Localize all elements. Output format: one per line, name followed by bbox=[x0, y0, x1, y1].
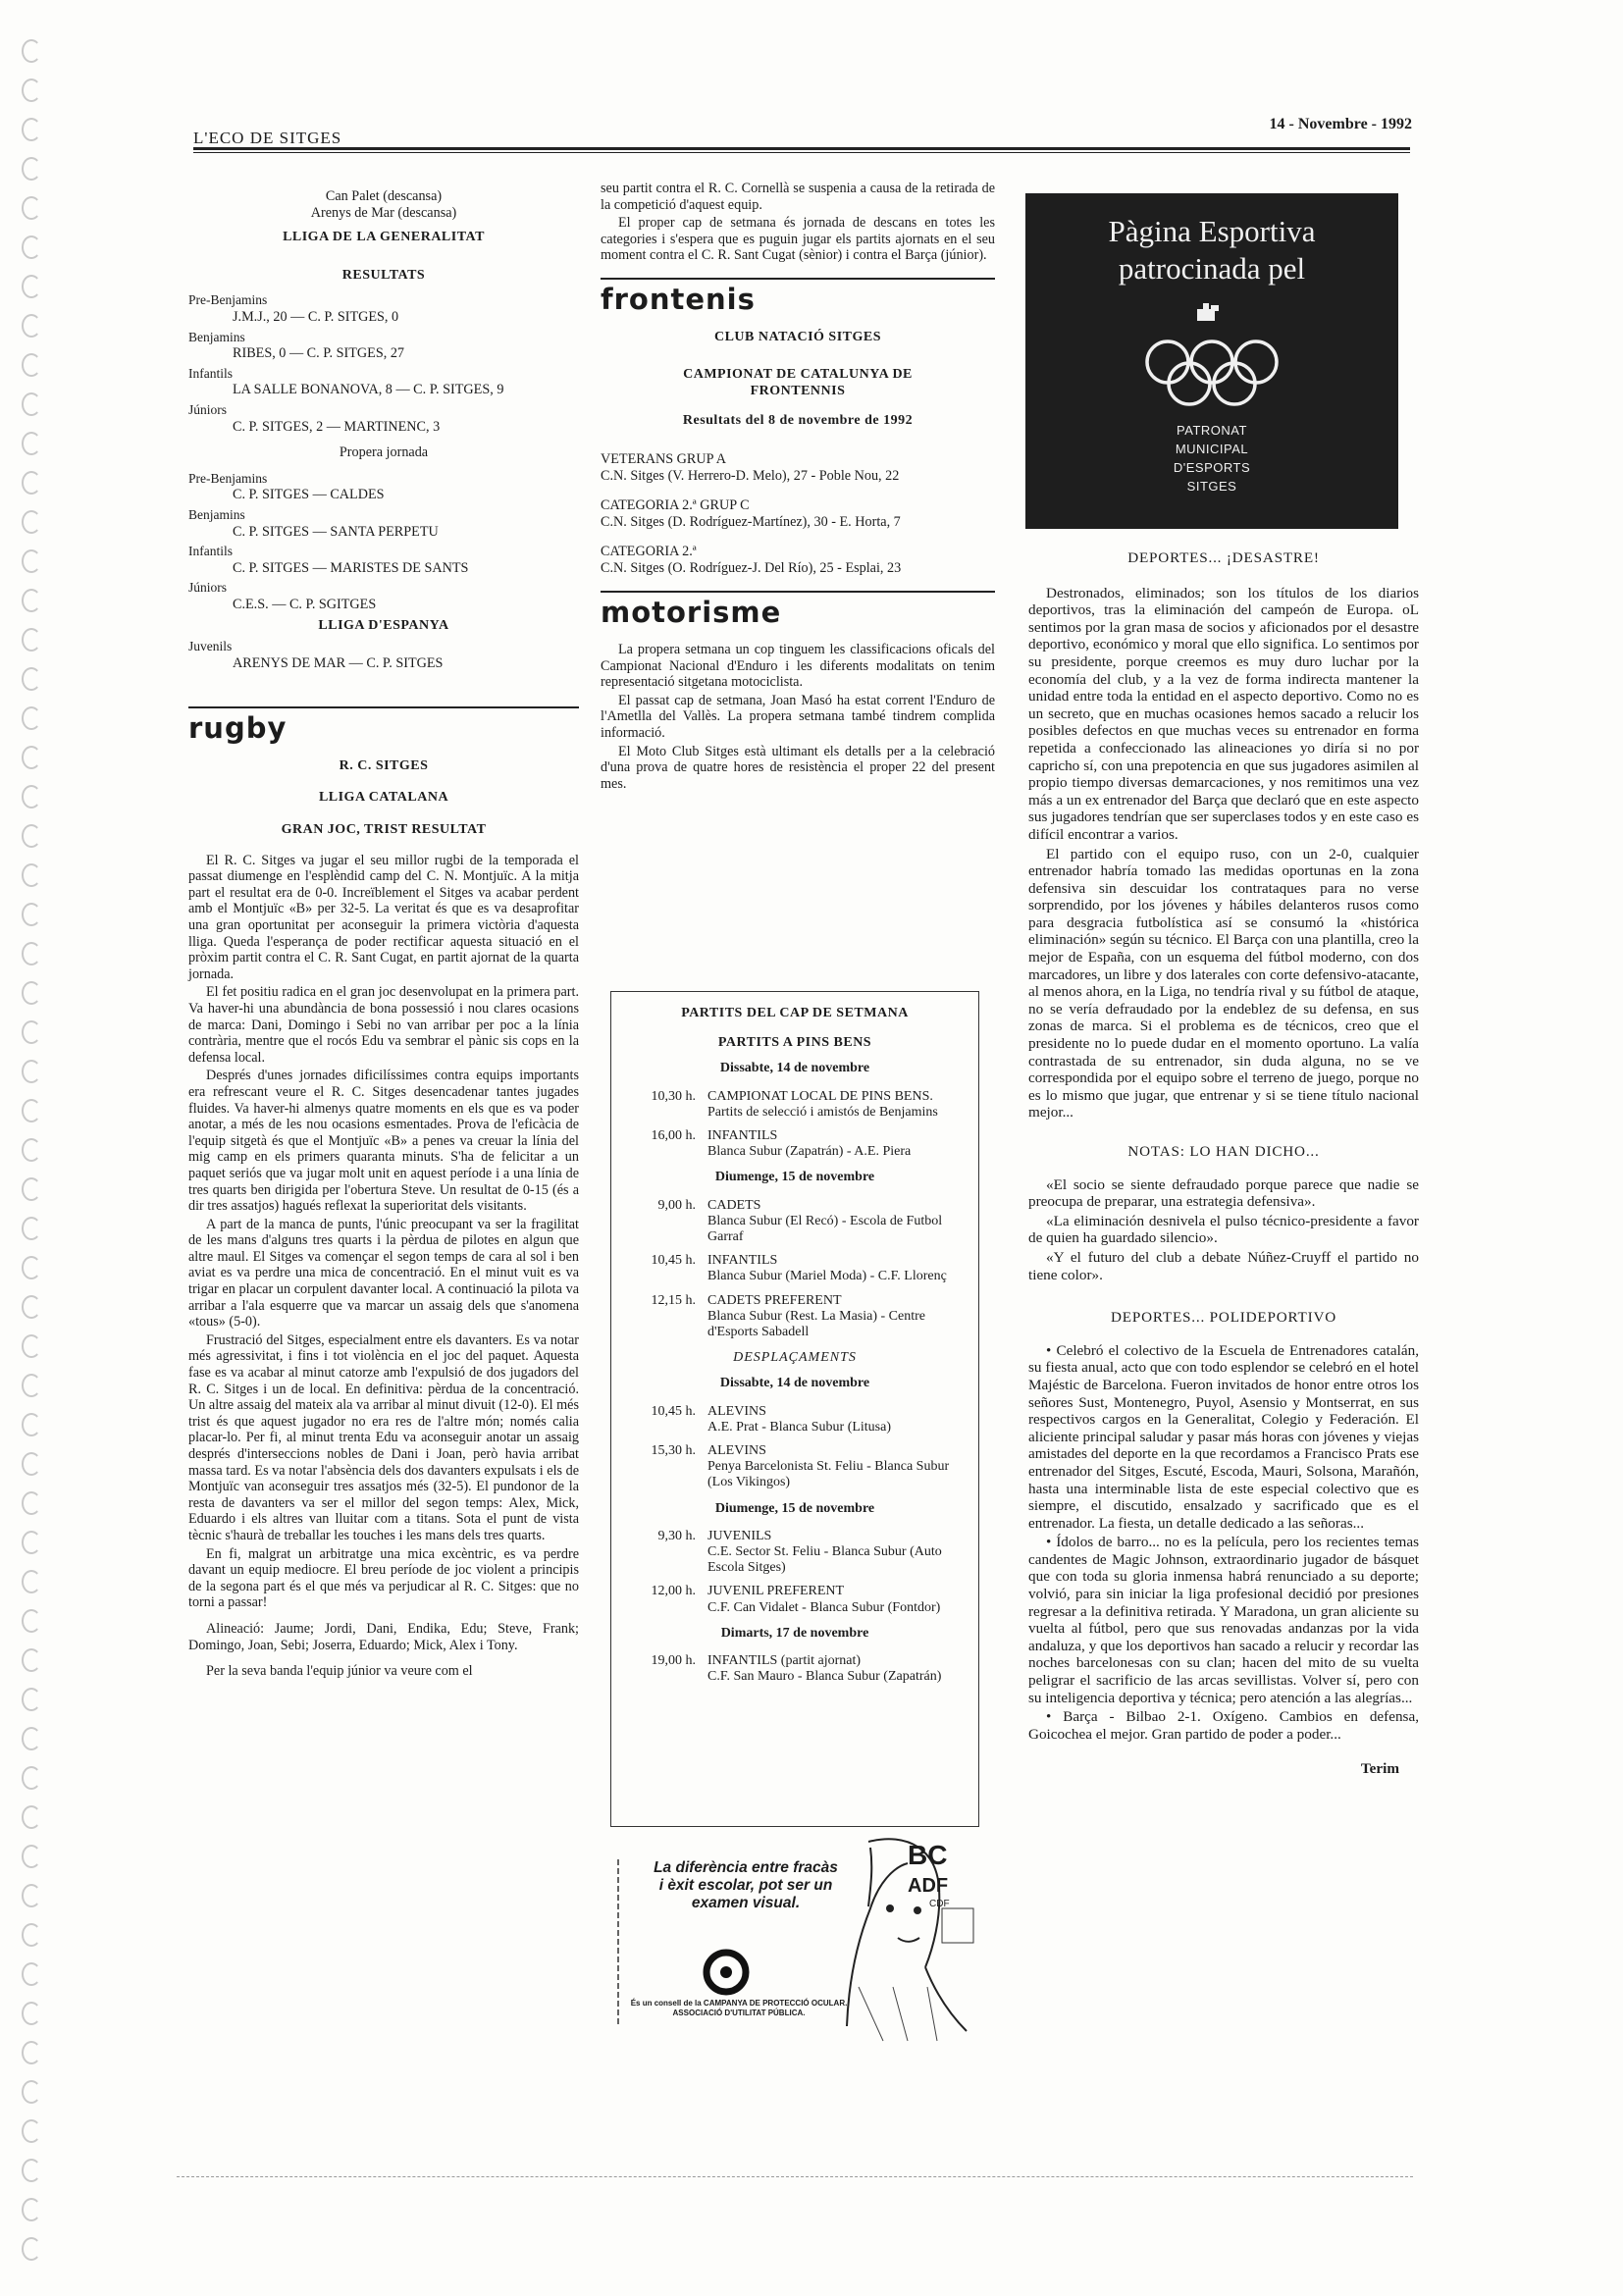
match-detail: INFANTILS Blanca Subur (Zapatrán) - A.E. Piera bbox=[707, 1128, 912, 1160]
publication-title: L'ECO DE SITGES bbox=[193, 129, 342, 147]
schedule-row bbox=[625, 1653, 965, 1685]
match-detail: ALEVINS Penya Barcelonista St. Feliu - Blanca Subur (Los Vikingos) bbox=[707, 1443, 950, 1490]
column-right bbox=[1028, 549, 1419, 1778]
binder-hole bbox=[22, 824, 41, 848]
binder-hole bbox=[22, 2198, 41, 2221]
paragraph: Frustració del Sitges, especialment entre els davanters. Es va notar més agressivitat, i fins i tot violència en el joc del paquet. Aquesta fase es va acabar al minut catorze amb l'expulsió de dos jugadors del R. C. Sitges i un de local. En definitiva: pèrdua de la concentració. Un altre assaig del mateix ala va arribar al minut divuit (12-0). El més trist és que aquest jugador no era res de l'altre món; només calia placar-lo. Per fi, al minut trenta Edu va aconseguir anotar un assaig després d'interseccions nobles de Dani i Joan, però havia arribat massa tard. Es va notar l'absència dels dos davanters expulsats i els de Montjuïc van aconseguir tres assatjos més (32-5). El pundonor de la resta de davanters va ser el millor del segon temps: Alex, Mick, Eduardo i els altres van lluitar com a titans. Sota el punt de vista tècnic s'haurà de treballar les touches i les mans dels tres quarts. bbox=[188, 1331, 579, 1543]
paragraph: Per la seva banda l'equip júnior va veure com el bbox=[206, 1663, 473, 1680]
polideportivo-article bbox=[1028, 1342, 1419, 1744]
match-time: 19,00 h. bbox=[651, 1653, 696, 1669]
schedule-day: Diumenge, 15 de novembre bbox=[714, 1500, 875, 1516]
match-line: C. P. SITGES, 2 — MARTINENC, 3 bbox=[233, 418, 441, 435]
result-category: VETERANS GRUP A bbox=[601, 450, 726, 467]
paragraph: • Barça - Bilbao 2-1. Oxígeno. Cambios en defensa, Goicochea el mejor. Gran partido de poder a poder... bbox=[1028, 1708, 1419, 1743]
match-time: 9,30 h. bbox=[657, 1528, 696, 1543]
binder-hole bbox=[22, 78, 41, 102]
sponsor-line: Pàgina Esportiva bbox=[1108, 214, 1316, 248]
match-detail: JUVENIL PREFERENT C.F. Can Vidalet - Blanca Subur (Fontdor) bbox=[707, 1584, 941, 1615]
paragraph: • Ídolos de barro... no es la película, pero los recientes temas candentes de Magic Johnson, extraordinario jugador de básquet que con toda su gloria inmensa habrá renunciado a su deporte; volvió, para sin iniciar la liga profesional decidió por presiones regresar a la definitiva retirada. Y Maradona, un gran aliciente su vuelta al fútbol, pero que sus renovadas andanzas por la vida andaluza, y que los deportivos han sacado a relucir y recordar las noches barcelonesas con su clan; hacen del mito de su vuelta peligrar el sacrificio de las arcas sevillistas. Volver sí, pero con su inteligencia deportiva y técnica; pero atención a las alegrías... bbox=[1028, 1534, 1419, 1706]
headline: GRAN JOC, TRIST RESULTAT bbox=[281, 822, 487, 838]
section-heading: LLIGA D'ESPANYA bbox=[318, 618, 449, 634]
binder-hole bbox=[22, 706, 41, 730]
result-line: C.N. Sitges (O. Rodríguez-J. Del Río), 25 - Esplai, 23 bbox=[601, 559, 902, 576]
match-detail: INFANTILS Blanca Subur (Mariel Moda) - C.F. Llorenç bbox=[707, 1253, 947, 1284]
paragraph: Destronados, eliminados; son los títulos de los diarios deportivos, tras la eliminación del campeón de Europa. oL sentimos por la gran masa de socios y aficionados por el desastre deportivo, económico y moral que ello significa. Lo sentimos por su presidente, porque creemos es muy duro luchar por la economía del club, y a la vez de forma indirecta mantener la unidad entre toda la entidad en el aspecto deportivo. Como no es un secreto, que en muchas ocasiones hemos sacado a relucir los posibles defectos en que muchas veces su entrenador en forma repetida a confeccionado las alineaciones yo diría si no por capricho sí, con una prepotencia en que sus jugadores asimilen al propio tiempo diversas demarcaciones, y nos remitimos una vez más a un ex entrenador del Barça que declaró que en este aspecto sus jugadores tendrían que ser superclases todos y en este caso es difícil encontrar a varios. bbox=[1028, 584, 1419, 843]
binder-hole bbox=[22, 1256, 41, 1279]
binder-hole bbox=[22, 2159, 41, 2182]
schedule-row bbox=[625, 1089, 965, 1121]
frontenis-results bbox=[601, 451, 995, 577]
binder-hole bbox=[22, 942, 41, 965]
paragraph: Després d'unes jornades dificilíssimes contra equips importants era refrescant veure el R. C. Sitges desencadenar tantes jugades fluides. Va haver-hi almenys quatre moments en els que es va poder anotar, a més de les nou ocasions esmentades. Prova de l'eficàcia de l'equip sitgetà és que el Montjuïc «B» a penes va creuar la línia del mig camp en els primers quaranta minuts. S'ha de felicitar a un paquet seriós que va jugar molt unit en aquest període i a una línia de tres quarts ben dirigida per l'obertura Steve. Un resultat de 0-15 (és a dir tres assatjos) hagués reflexat la superioritat dels visitants. bbox=[188, 1068, 579, 1215]
article-text: El proper cap de setmana és jornada de descans en totes les categories i s'espera que es puguin jugar els partits ajornats en el seu moment contra el C. R. Sant Cugat (sènior) i contra el Barça (júnior). bbox=[601, 215, 995, 264]
schedule-day: Dissabte, 14 de novembre bbox=[719, 1376, 870, 1391]
section-heading: NOTAS: LO HAN DICHO... bbox=[1127, 1143, 1320, 1160]
category-label: Infantils bbox=[188, 544, 233, 559]
result-category: CATEGORIA 2.ª GRUP C bbox=[601, 497, 750, 514]
match-detail: INFANTILS (partit ajornat) C.F. San Mauro - Blanca Subur (Zapatrán) bbox=[707, 1653, 942, 1685]
binder-hole bbox=[22, 275, 41, 298]
schedule-row bbox=[625, 1443, 965, 1491]
binder-hole bbox=[22, 1766, 41, 1790]
deportes-article bbox=[1028, 585, 1419, 1122]
binder-hole bbox=[22, 157, 41, 181]
binder-hole bbox=[22, 2041, 41, 2064]
binder-hole bbox=[22, 785, 41, 809]
binder-hole bbox=[22, 1648, 41, 1672]
club-name: R. C. SITGES bbox=[339, 757, 429, 773]
away-games-heading: DESPLAÇAMENTS bbox=[733, 1350, 857, 1366]
olympic-rings-logo-icon bbox=[1138, 295, 1285, 413]
section-rule bbox=[601, 591, 995, 593]
section-heading: RESULTATS bbox=[341, 267, 426, 283]
schedule-row bbox=[625, 1404, 965, 1435]
match-schedule-box bbox=[610, 991, 979, 1827]
binder-hole bbox=[22, 1570, 41, 1593]
binder-hole bbox=[22, 667, 41, 691]
rugby-article bbox=[188, 853, 579, 1680]
binder-hole bbox=[22, 1845, 41, 1868]
paragraph: El partido con el equipo ruso, con un 2-0, cualquier entrenador habría tomado las medidas oportunas en la zona defensiva sin descuidar los contrataques para no verse sorprendido, por los jóvenes y hábiles delanteros rusos como para desgracia futbolística así se consumó la «histórica eliminación» según su técnico. El Barça con una plantilla, creo la mejor de España, con un esquema del fútbol moderno, con dos marcadores, un libre y dos laterales con corte defensivo-atacante, al menos ahora, en la Liga, no tendría rival y su fútbol de ataque, no se vería defraudado por la endeblez de su defensa, en sus zonas de marca. Si el problema es de técnicos, creo que el presidente no lo puede dudar en el momento oportuno. La valía contrastada de su entrenador, sin duda alguna, no se ve correspondida por el equipo sobre el terreno de juego, porque no es lo mismo que jugar, que entrenar y si se tiene título nacional mejor... bbox=[1028, 845, 1419, 1122]
binder-hole bbox=[22, 510, 41, 534]
paragraph: En fi, malgrat un arbitratge una mica excèntric, es va perdre davant un equip mediocre. El breu període de joc violent a principis de la segona part és el que més va perjudicar al R. C. Sitges: que no torni a passar! bbox=[188, 1545, 579, 1611]
ad-logo-adf: ADF bbox=[908, 1875, 949, 1897]
match-line: C. P. SITGES — SANTA PERPETU bbox=[233, 523, 439, 540]
paragraph: La propera setmana un cop tinguem les classificacions oficals del Campionat Nacional d'Enduro i les diferents modalitats on tenim representació sitgetana motociclista. bbox=[601, 642, 995, 691]
eye-exam-advertisement bbox=[613, 1830, 976, 2046]
binder-hole bbox=[22, 392, 41, 416]
rugby-title: rugby bbox=[188, 711, 288, 746]
rest-team: Arenys de Mar (descansa) bbox=[310, 204, 457, 221]
result-category: CATEGORIA 2.ª bbox=[601, 544, 697, 560]
binder-hole bbox=[22, 235, 41, 259]
schedule-row bbox=[625, 1584, 965, 1615]
category-label: Juvenils bbox=[188, 639, 233, 654]
next-matches-list bbox=[188, 471, 579, 613]
spain-league-list bbox=[188, 639, 579, 671]
binder-hole bbox=[22, 353, 41, 377]
paragraph: El R. C. Sitges va jugar el seu millor rugbi de la temporada el passat diumenge en l'esplèndid camp del C. N. Montjuïc. A la mitja part el resultat era de 0-0. Increïblement el Sitges va acabar perdent amb el Montjuïc «B» per 32-5. La veritat és que es va desaprofitar una gran oportunitat per aconseguir la primera victòria d'aquesta lliga. Queda l'esperança de poder rectificar aquesta situació en el pròxim partit contra el C. R. Sant Cugat, en partit ajornat de la quarta jornada. bbox=[188, 852, 579, 982]
category-label: Benjamins bbox=[188, 506, 245, 522]
schedule-days bbox=[625, 1061, 965, 1340]
schedule-row bbox=[625, 1198, 965, 1246]
binder-hole bbox=[22, 1688, 41, 1711]
match-time: 16,00 h. bbox=[651, 1128, 696, 1144]
paragraph: «El socio se siente defraudado porque parece que nadie se preocupa de preparar, una estrategia defensiva». bbox=[1028, 1175, 1419, 1211]
ad-credit: És un consell de la CAMPANYA DE PROTECCIÓ OCULAR. ASSOCIACIÓ D'UTILITAT PÚBLICA. bbox=[630, 1999, 848, 2017]
sponsor-org-line: SITGES bbox=[1186, 479, 1237, 494]
sponsor-org-line: PATRONAT bbox=[1177, 423, 1247, 438]
box-title: PARTITS DEL CAP DE SETMANA bbox=[681, 1006, 909, 1020]
binder-hole bbox=[22, 39, 41, 63]
match-line: C.E.S. — C. P. SGITGES bbox=[233, 596, 377, 612]
match-time: 12,15 h. bbox=[651, 1292, 696, 1308]
category-label: Infantils bbox=[188, 365, 233, 381]
binder-hole bbox=[22, 1727, 41, 1750]
section-heading: LLIGA DE LA GENERALITAT bbox=[283, 230, 485, 245]
match-time: 15,30 h. bbox=[651, 1443, 696, 1459]
match-detail: CADETS Blanca Subur (El Recó) - Escola de Futbol Garraf bbox=[707, 1197, 943, 1245]
binder-hole bbox=[22, 1923, 41, 1947]
match-detail: ALEVINS A.E. Prat - Blanca Subur (Litusa) bbox=[707, 1403, 892, 1435]
author-signature: Terim bbox=[1360, 1760, 1399, 1778]
binder-hole bbox=[22, 2002, 41, 2025]
binder-hole bbox=[22, 314, 41, 338]
binder-hole bbox=[22, 1805, 41, 1829]
paragraph: El Moto Club Sitges està ultimant els detalls per a la celebració d'una prova de quatre hores de resistència el proper 22 del present mes. bbox=[601, 743, 995, 792]
match-detail: CAMPIONAT LOCAL DE PINS BENS. Partits de selecció i amistós de Benjamins bbox=[707, 1088, 938, 1120]
match-line: LA SALLE BONANOVA, 8 — C. P. SITGES, 9 bbox=[233, 382, 504, 398]
binder-hole bbox=[22, 1177, 41, 1201]
match-line: C. P. SITGES — CALDES bbox=[233, 487, 385, 503]
binder-hole bbox=[22, 628, 41, 652]
binder-hole bbox=[22, 1531, 41, 1554]
binder-hole bbox=[22, 1217, 41, 1240]
schedule-day: Dimarts, 17 de novembre bbox=[720, 1625, 869, 1641]
frontenis-title: frontenis bbox=[601, 282, 756, 316]
binder-hole bbox=[22, 1374, 41, 1397]
result-line: C.N. Sitges (D. Rodríguez-Martínez), 30 - E. Horta, 7 bbox=[601, 513, 901, 530]
header-rule bbox=[193, 147, 1410, 150]
match-line: ARENYS DE MAR — C. P. SITGES bbox=[233, 654, 444, 671]
binder-hole bbox=[22, 2080, 41, 2104]
binder-hole bbox=[22, 903, 41, 926]
schedule-row bbox=[625, 1253, 965, 1284]
binder-hole bbox=[22, 2237, 41, 2261]
binder-hole bbox=[22, 589, 41, 612]
paragraph: • Celebró el colectivo de la Escuela de Entrenadores catalán, su fiesta anual, acto que con todo esplendor se celebró en el hotel Majéstic de Barcelona. Fueron invitados de honor entre otros los señores Sust, Montenegro, Puyol, Asensio y Montserrat, en sus respectivos cargos en la Generalitat, Colegio y Federación. El aliciente principal saludar y pasar más horas con jóvenes y viejas amistades del deporte en la que recordamos a Francisco Prats ese entrenador del Sitges, Escuté, Escoda, Mauri, Solsona, Marañón, hasta una interminable lista de este especial colectivo que es siempre, el discutido, ensalzado y sacrificado que es el entrenador. La fiesta, un detalle dedicado a las señoras... bbox=[1028, 1341, 1419, 1532]
paragraph: Alineació: Jaume; Jordi, Dani, Endika, Edu; Steve, Frank; Domingo, Joan, Sebi; Joserra, Eduardo; Mick, Alex i Tony. bbox=[188, 1620, 579, 1653]
section-heading: DEPORTES... ¡DESASTRE! bbox=[1127, 549, 1320, 566]
category-label: Júniors bbox=[188, 401, 228, 417]
schedule-row bbox=[625, 1128, 965, 1160]
sponsor-org-line: D'ESPORTS bbox=[1173, 460, 1251, 475]
binder-hole bbox=[22, 196, 41, 220]
match-detail: JUVENILS C.E. Sector St. Feliu - Blanca Subur (Auto Escola Sitges) bbox=[707, 1528, 942, 1576]
category-label: Júniors bbox=[188, 580, 228, 596]
results-date: Resultats del 8 de novembre de 1992 bbox=[682, 413, 914, 429]
schedule-row bbox=[625, 1529, 965, 1577]
binder-hole bbox=[22, 2119, 41, 2143]
match-time: 10,45 h. bbox=[651, 1253, 696, 1269]
ad-logo-cdf: CDF bbox=[929, 1899, 950, 1909]
league-name: LLIGA CATALANA bbox=[318, 790, 449, 806]
match-time: 10,45 h. bbox=[651, 1403, 696, 1419]
binder-hole bbox=[22, 1334, 41, 1358]
category-label: Pre-Benjamins bbox=[188, 292, 268, 308]
match-detail: CADETS PREFERENT Blanca Subur (Rest. La Masia) - Centre d'Esports Sabadell bbox=[707, 1292, 925, 1340]
binder-hole bbox=[22, 1609, 41, 1633]
schedule-day: Diumenge, 15 de novembre bbox=[714, 1170, 875, 1185]
match-line: C. P. SITGES — MARISTES DE SANTS bbox=[233, 559, 469, 576]
paragraph: El passat cap de setmana, Joan Masó ha estat corrent l'Enduro de l'Ametlla del Vallès. La propera setmana també tindrem complida informació. bbox=[601, 692, 995, 742]
match-time: 10,30 h. bbox=[651, 1088, 696, 1104]
binder-hole bbox=[22, 1413, 41, 1436]
match-time: 9,00 h. bbox=[657, 1197, 696, 1213]
binder-hole bbox=[22, 1099, 41, 1122]
binder-hole bbox=[22, 1491, 41, 1515]
schedule-day: Dissabte, 14 de novembre bbox=[719, 1061, 870, 1076]
binder-hole bbox=[22, 118, 41, 141]
motorisme-title: motorisme bbox=[601, 595, 782, 629]
binder-hole bbox=[22, 981, 41, 1005]
binder-hole bbox=[22, 1962, 41, 1986]
match-time: 12,00 h. bbox=[651, 1584, 696, 1599]
binder-hole bbox=[22, 863, 41, 887]
schedule-days-away bbox=[625, 1376, 965, 1685]
match-line: RIBES, 0 — C. P. SITGES, 27 bbox=[233, 345, 405, 362]
sponsor-org-line: MUNICIPAL bbox=[1175, 442, 1249, 456]
section-rule bbox=[601, 278, 995, 280]
section-rule bbox=[188, 706, 579, 708]
bottom-rule bbox=[177, 2176, 1413, 2177]
paragraph: A part de la manca de punts, l'únic preocupant va ser la fragilitat de les mans d'alguns tres quarts i la pèrdua de pilotes en algun que altre maul. El Sitges va començar el segon temps de cara al sol i ben aviat es va perdre una mica de concentració. En el minut vuit es va trigar en placar un corpulent davanter local. A continuació la pilota va arribar a l'ala esquerre que va marcar un assaig dels que s'anomena «tous» (5-0). bbox=[188, 1216, 579, 1331]
binder-hole bbox=[22, 1060, 41, 1083]
result-line: C.N. Sitges (V. Herrero-D. Melo), 27 - Poble Nou, 22 bbox=[601, 467, 900, 484]
header-rule-thin bbox=[193, 152, 1410, 153]
section-heading: DEPORTES... POLIDEPORTIVO bbox=[1111, 1309, 1336, 1327]
category-label: Pre-Benjamins bbox=[188, 470, 268, 486]
binder-hole bbox=[22, 1020, 41, 1044]
club-name: CLUB NATACIÓ SITGES bbox=[713, 329, 882, 344]
binder-hole bbox=[22, 746, 41, 769]
schedule-row bbox=[625, 1293, 965, 1341]
category-label: Benjamins bbox=[188, 329, 245, 344]
rest-team: Can Palet (descansa) bbox=[325, 188, 443, 204]
binder-holes bbox=[22, 39, 43, 2276]
column-left bbox=[188, 188, 579, 1682]
ad-slogan: La diferència entre fracàs i èxit escolar, pot ser un examen visual. bbox=[654, 1859, 838, 1911]
binder-hole bbox=[22, 1295, 41, 1319]
column-middle bbox=[601, 181, 995, 794]
section-heading: Propera jornada bbox=[339, 444, 429, 461]
paragraph: «Y el futuro del club a debate Núñez-Cruyff el partido no tiene color». bbox=[1028, 1248, 1419, 1283]
sponsor-banner bbox=[1025, 193, 1398, 529]
binder-hole bbox=[22, 1884, 41, 1907]
notas-article bbox=[1028, 1176, 1419, 1284]
match-line: J.M.J., 20 — C. P. SITGES, 0 bbox=[233, 308, 399, 325]
results-list bbox=[188, 292, 579, 435]
binder-hole bbox=[22, 471, 41, 495]
paragraph: El fet positiu radica en el gran joc desenvolupat en la primera part. Va haver-hi una abundància de bona possessió i nou clares ocasions de marca: Dani, Domingo i Sebi no van arribar per poc a la línia contrària, mentre que el rocós Edu va sembrar el pànic sis cops en la defensa local. bbox=[188, 984, 579, 1066]
motorisme-article bbox=[601, 642, 995, 792]
paragraph: «La eliminación desnivela el pulso técnico-presidente a favor de quien ha guardado silencio». bbox=[1028, 1212, 1419, 1247]
binder-hole bbox=[22, 1138, 41, 1162]
championship-name: CAMPIONAT DE CATALUNYA DE FRONTENNIS bbox=[683, 367, 913, 398]
binder-hole bbox=[22, 1452, 41, 1476]
binder-hole bbox=[22, 432, 41, 455]
ad-logo-bc: BC bbox=[908, 1840, 948, 1870]
publication-date: 14 - Novembre - 1992 bbox=[1269, 116, 1412, 132]
article-text: seu partit contra el R. C. Cornellà se suspenia a causa de la retirada de la competició d'aquest equip. bbox=[601, 181, 995, 213]
box-subtitle: PARTITS A PINS BENS bbox=[717, 1035, 872, 1051]
sponsor-line: patrocinada pel bbox=[1118, 251, 1306, 286]
binder-hole bbox=[22, 549, 41, 573]
